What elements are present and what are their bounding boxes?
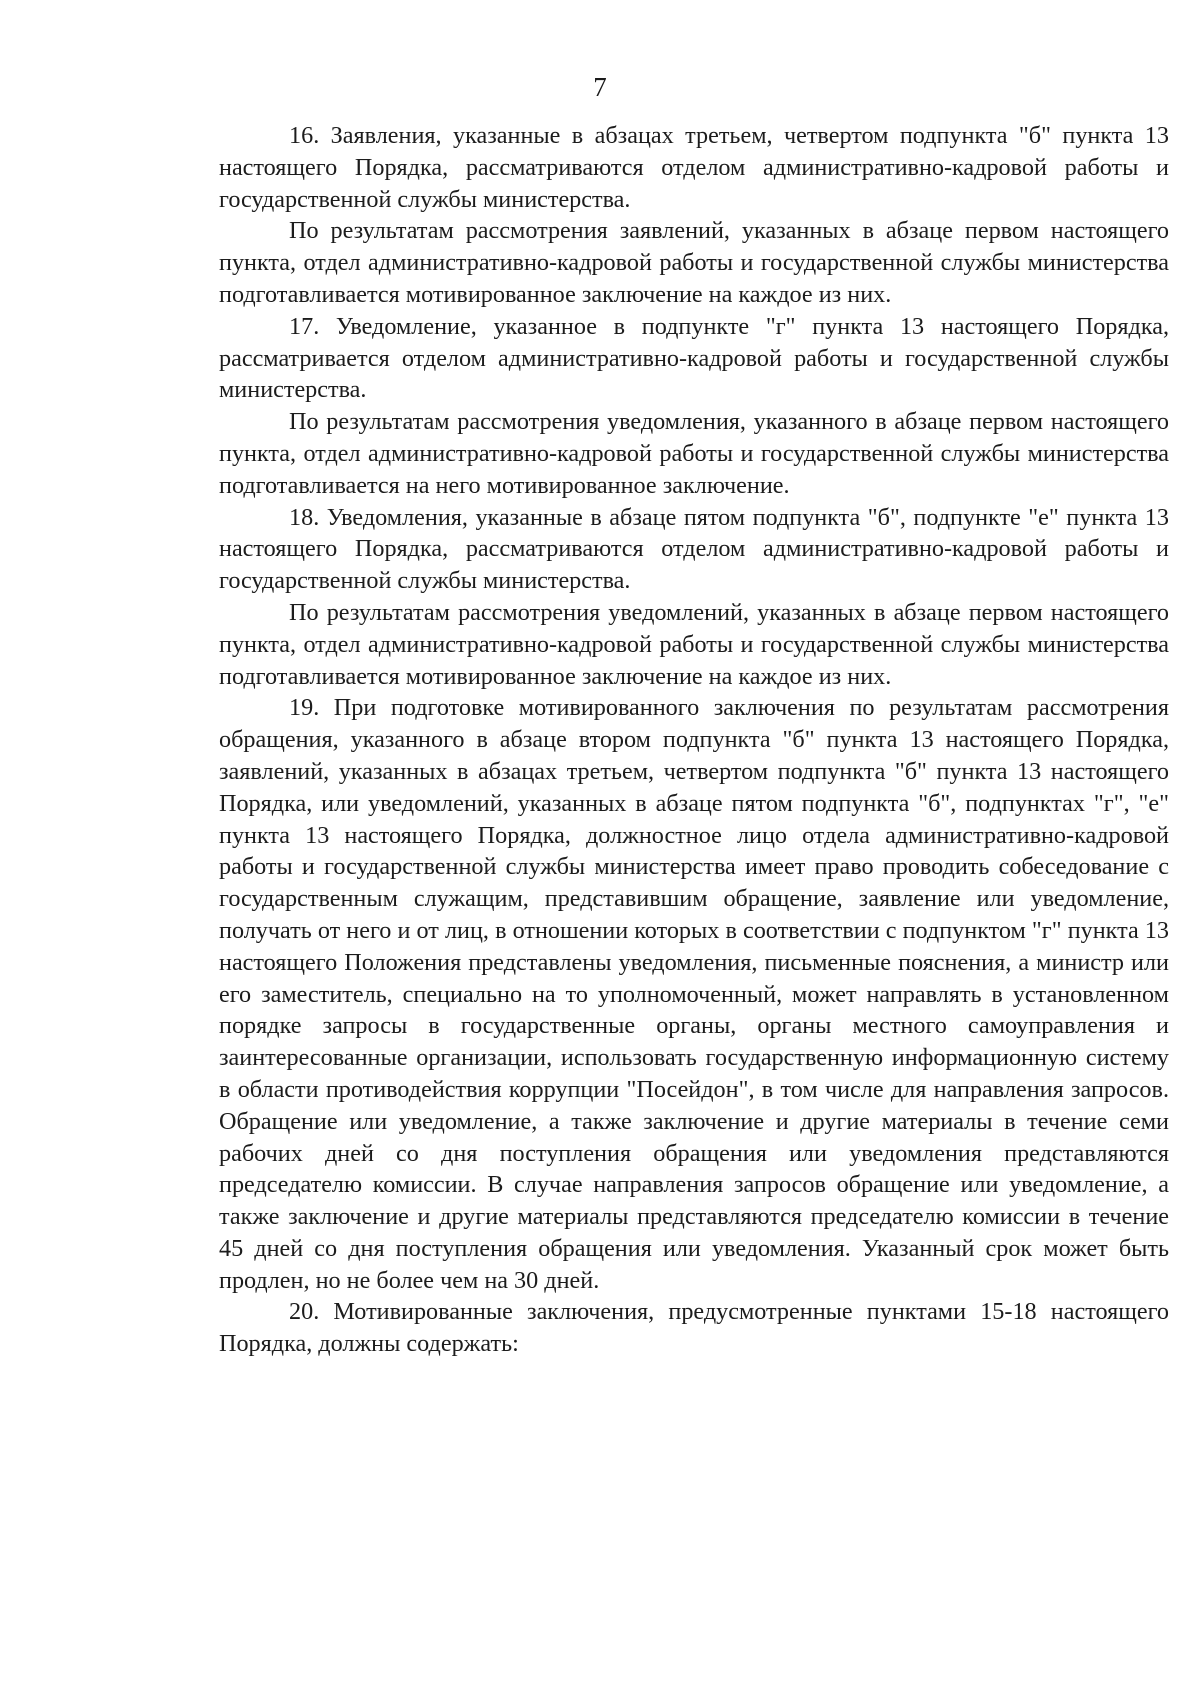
paragraph-17: 17. Уведомление, указанное в подпункте "г" пункта 13 настоящего Порядка, рассматривается отделом административно-кадровой работы и государственной службы министерства.: [219, 312, 1169, 404]
paragraph-16-conclusion: По результатам рассмотрения заявлений, указанных в абзаце первом настоящего пункта, отдел административно-кадровой работы и государственной службы министерства подготавливается мотивированное заключение на каждое из них.: [219, 217, 1169, 308]
paragraph-16: 16. Заявления, указанные в абзацах третьем, четвертом подпункта "б" пункта 13 настоящего Порядка, рассматриваются отделом административно-кадровой работы и государственной службы министерства.: [219, 122, 1169, 213]
paragraph-18-conclusion: По результатам рассмотрения уведомлений, указанных в абзаце первом настоящего пункта, отдел административно-кадровой работы и государственной службы министерства подготавливается мотивированное заключение на каждое из них.: [219, 598, 1169, 690]
document-body: [219, 120, 1169, 1360]
paragraph-18: 18. Уведомления, указанные в абзаце пятом подпункта "б", подпункте "е" пункта 13 настоящего Порядка, рассматриваются отделом административно-кадровой работы и государственной службы министерства.: [219, 503, 1169, 595]
page-number: 7: [593, 72, 607, 102]
paragraph-19: 19. При подготовке мотивированного заключения по результатам рассмотрения обращения, указанного в абзаце втором подпункта "б" пункта 13 настоящего Порядка, заявлений, указанных в абзацах третьем, четвертом подпункта "б" пункта 13 настоящего Порядка, или уведомлений, указанных в абзаце пятом подпункта "б", подпунктах "г", "е" пункта 13 настоящего Порядка, должностное лицо отдела административно-кадровой работы и государственной службы министерства имеет право проводить собеседование с государственным служащим, представившим обращение, заявление или уведомление, получать от него и от лиц, в отношении которых в соответствии с подпунктом "г" пункта 13 настоящего Положения представлены уведомления, письменные пояснения, а министр или его заместитель, специально на то уполномоченный, может направлять в установленном порядке запросы в государственные органы, органы местного самоуправления и заинтересованные организации, использовать государственную информационную систему в области противодействия коррупции "Посейдон", в том числе для направления запросов. Обращение или уведомление, а также заключение и другие материалы в течение семи рабочих дней со дня поступления обращения или уведомления представляются председателю комиссии. В случае направления запросов обращение или уведомление, а также заключение и другие материалы представляются председателю комиссии в течение 45 дней со дня поступления обращения или уведомления. Указанный срок может быть продлен, но не более чем на 30 дней.: [219, 694, 1169, 1294]
paragraph-17-conclusion: По результатам рассмотрения уведомления, указанного в абзаце первом настоящего пункта, отдел административно-кадровой работы и государственной службы министерства подготавливается на него мотивированное заключение.: [219, 408, 1169, 499]
paragraph-20: 20. Мотивированные заключения, предусмотренные пунктами 15-18 настоящего Порядка, должны содержать:: [219, 1298, 1169, 1358]
